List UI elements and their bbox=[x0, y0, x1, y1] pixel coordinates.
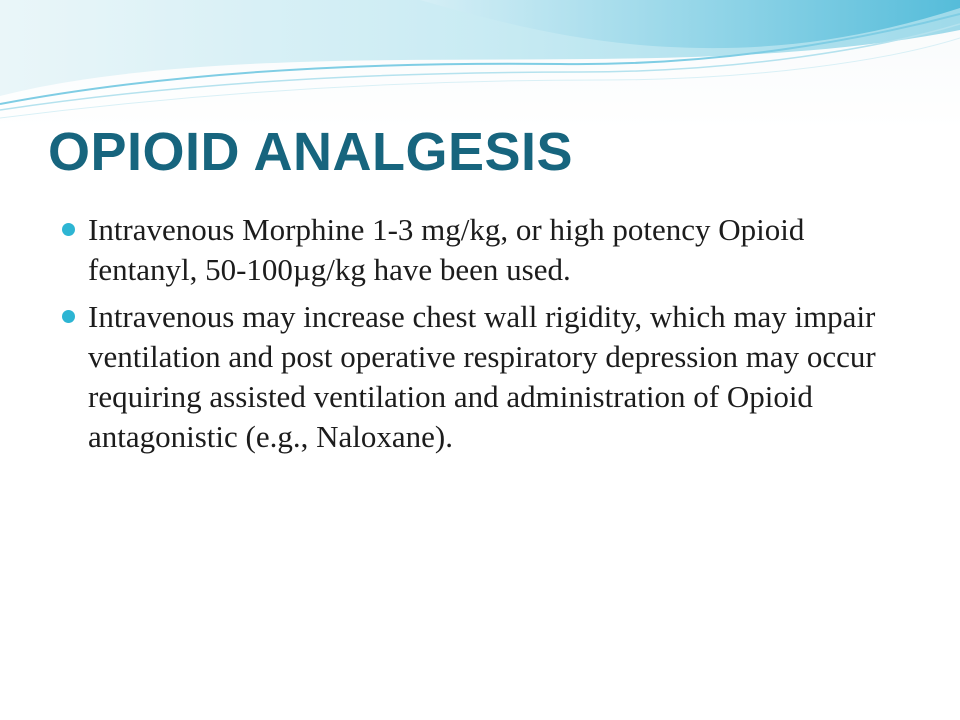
slide-title: OPIOID ANALGESIS bbox=[48, 122, 574, 182]
bullet-text: Intravenous may increase chest wall rigidity, which may impair ventilation and post operative respiratory depression may occur requiring assisted ventilation and administration of Opioid antagonistic (e.g., Naloxane). bbox=[88, 299, 876, 454]
bullet-text: Intravenous Morphine 1-3 mg/kg, or high potency Opioid fentanyl, 50-100µg/kg have been used. bbox=[88, 212, 805, 287]
bullet-dot-icon bbox=[62, 223, 75, 236]
bullet-item-side-effects bbox=[62, 297, 902, 457]
bullet-dot-icon bbox=[62, 310, 75, 323]
bullet-list bbox=[62, 210, 902, 464]
bullet-item-dosage bbox=[62, 210, 902, 290]
